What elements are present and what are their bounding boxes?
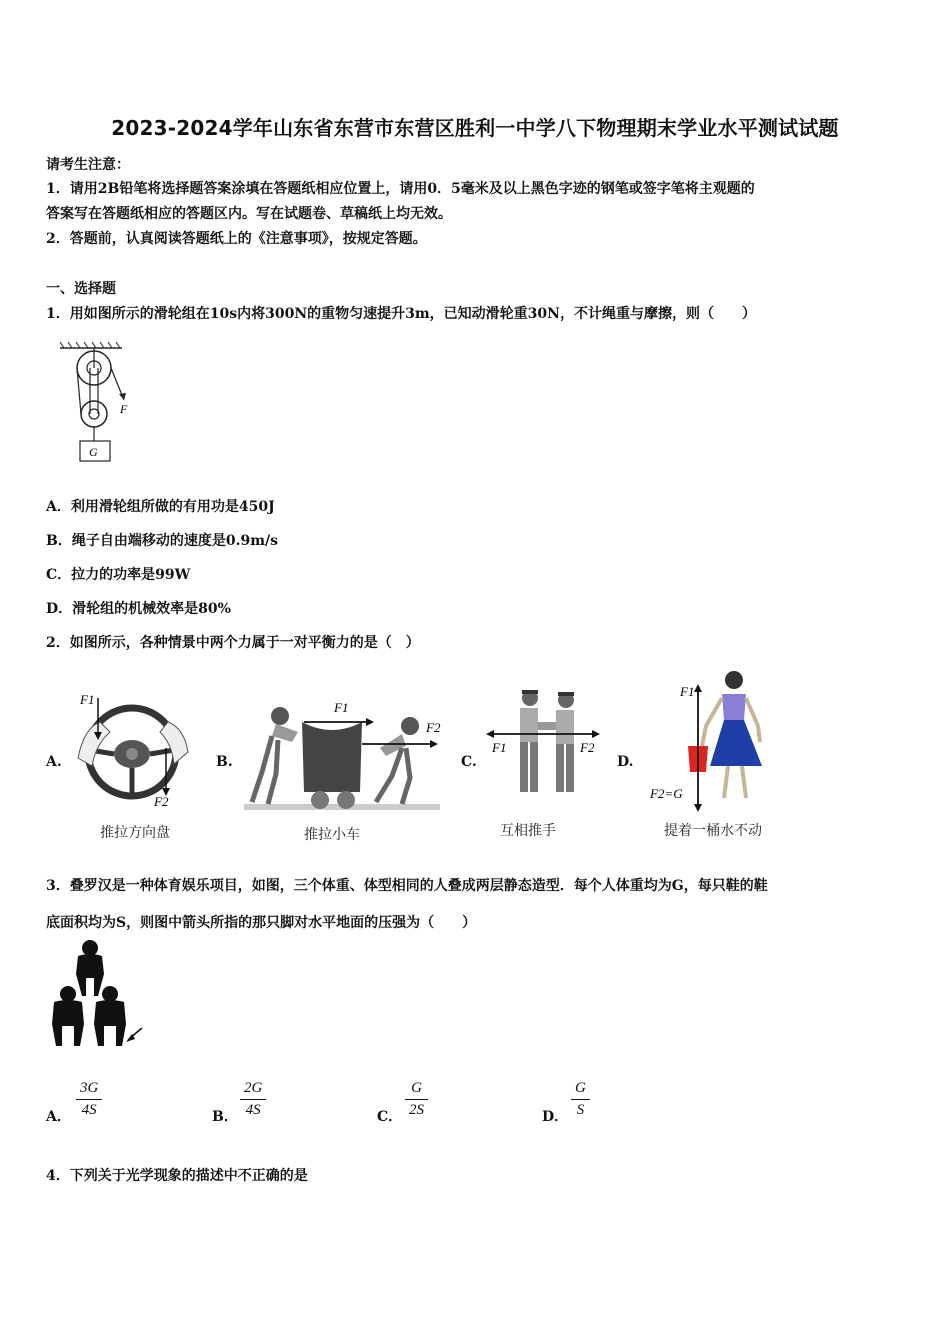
q3-stem-line2: 底面积均为S，则图中箭头所指的那只脚对水平地面的压强为（ ） <box>46 915 477 931</box>
notice-item-1-cont: 答案写在答题纸相应的答题区内。写在试题卷、草稿纸上均无效。 <box>46 206 452 222</box>
q3-option-c-letter[interactable]: C． <box>377 1109 403 1125</box>
section-heading: 一、选择题 <box>46 281 116 297</box>
q3-option-b-den: 4S <box>245 1102 261 1118</box>
q2-choice-a-letter[interactable]: A. <box>46 754 62 770</box>
q2d-f2-label: F2=G <box>650 786 683 801</box>
pulley-weight-label: G <box>89 445 98 459</box>
q2a-f1-label: F1 <box>80 692 95 707</box>
q2-choice-b-caption: 推拉小车 <box>304 827 360 843</box>
q2a-f2-label: F2 <box>154 794 169 809</box>
steering-wheel-figure[interactable] <box>70 688 200 818</box>
q2-choice-a-caption: 推拉方向盘 <box>100 825 170 841</box>
notice-item-1: 1．请用2B铅笔将选择题答案涂填在答题纸相应位置上，请用0．5毫米及以上黑色字迹的钢笔或签字笔将主观题的 <box>46 181 755 197</box>
q3-option-a-num: 3G <box>76 1080 102 1100</box>
q3-stem-line1: 3．叠罗汉是一种体育娱乐项目，如图，三个体重、体型相同的人叠成两层静态造型．每个人体重均为G，每只鞋的鞋 <box>46 878 768 894</box>
q1-stem: 1．用如图所示的滑轮组在10s内将300N的重物匀速提升3m，已知动滑轮重30N，不计绳重与摩擦，则（ ） <box>46 306 756 322</box>
q3-option-c-num: G <box>405 1080 428 1100</box>
q3-option-d-num: G <box>571 1080 590 1100</box>
q3-option-b-letter[interactable]: B． <box>212 1109 238 1125</box>
push-pull-cart-figure[interactable] <box>242 692 442 816</box>
q2-choice-b-letter[interactable]: B. <box>216 754 233 770</box>
page-title: 2023-2024学年山东省东营市东营区胜利一中学八下物理期末学业水平测试试题 <box>111 116 839 140</box>
q2-stem: 2．如图所示，各种情景中两个力属于一对平衡力的是（ ） <box>46 635 420 651</box>
q3-option-a-fraction[interactable] <box>76 1080 102 1119</box>
pulley-force-label: F <box>120 402 128 416</box>
q2b-f2-label: F2 <box>426 720 441 735</box>
q3-option-d-fraction[interactable] <box>571 1080 590 1119</box>
q1-option-b[interactable]: B．绳子自由端移动的速度是0.9m/s <box>46 533 278 549</box>
q2c-f2-label: F2 <box>580 740 595 755</box>
q2-choice-c-caption: 互相推手 <box>500 823 556 839</box>
q3-option-a-den: 4S <box>81 1102 97 1118</box>
q3-option-c-fraction[interactable] <box>405 1080 428 1119</box>
push-hands-figure[interactable] <box>486 686 606 812</box>
q3-option-d-letter[interactable]: D． <box>542 1109 569 1125</box>
q3-option-c-den: 2S <box>409 1102 424 1118</box>
q3-option-b-num: 2G <box>240 1080 266 1100</box>
q2d-f1-label: F1 <box>680 684 695 699</box>
pulley-figure <box>56 340 146 466</box>
q1-option-a[interactable]: A．利用滑轮组所做的有用功是450J <box>46 499 275 515</box>
q1-option-c[interactable]: C．拉力的功率是99W <box>46 567 191 583</box>
human-pyramid-figure <box>44 938 148 1052</box>
q3-option-b-fraction[interactable] <box>240 1080 266 1119</box>
notice-item-2: 2．答题前，认真阅读答题纸上的《注意事项》，按规定答题。 <box>46 231 427 247</box>
bucket-figure[interactable] <box>648 668 778 818</box>
q3-option-a-letter[interactable]: A． <box>46 1109 71 1125</box>
q2-choice-d-letter[interactable]: D. <box>617 754 634 770</box>
q3-option-d-den: S <box>576 1102 585 1118</box>
q2c-f1-label: F1 <box>492 740 507 755</box>
notice-heading: 请考生注意： <box>46 157 130 173</box>
q1-option-d[interactable]: D．滑轮组的机械效率是80% <box>46 601 231 617</box>
q2b-f1-label: F1 <box>334 700 349 715</box>
q2-choice-c-letter[interactable]: C. <box>461 754 477 770</box>
q2-choice-d-caption: 提着一桶水不动 <box>664 823 762 839</box>
q4-stem: 4．下列关于光学现象的描述中不正确的是 <box>46 1168 308 1184</box>
